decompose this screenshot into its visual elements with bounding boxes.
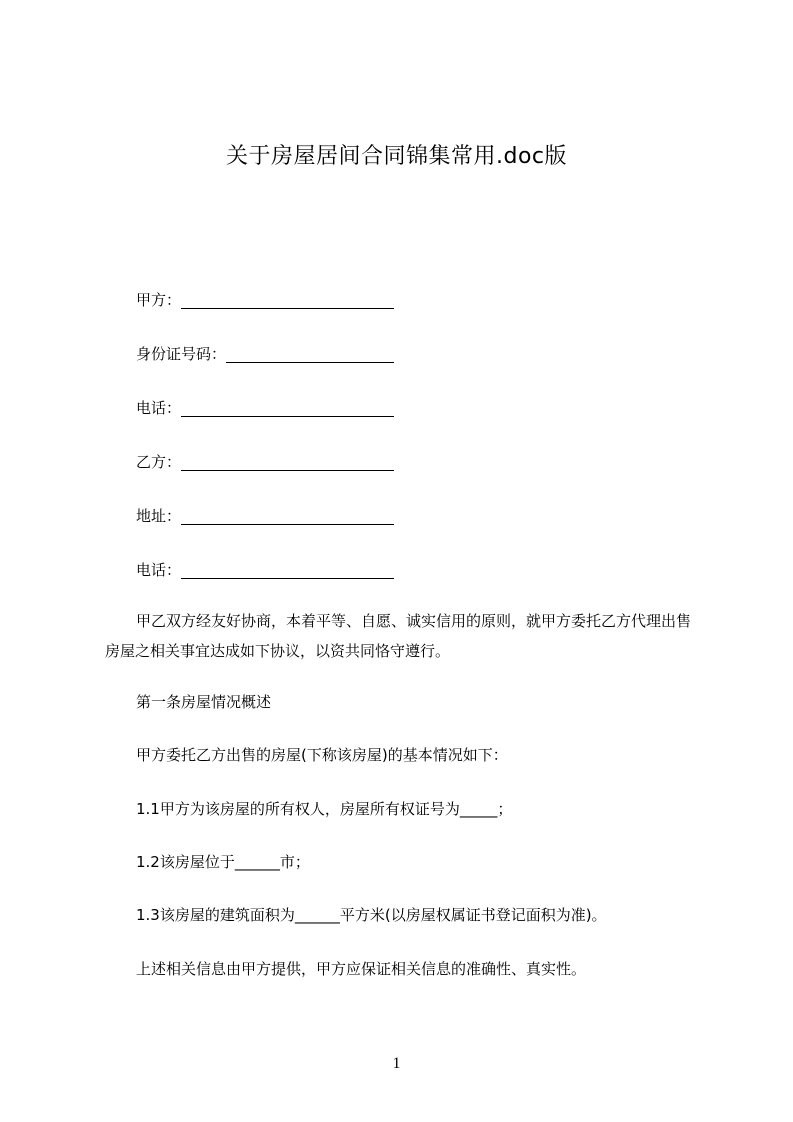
- clause-1-1: 1.1甲方为该房屋的所有权人，房屋所有权证号为_____；: [136, 800, 513, 818]
- address-label: 地址：: [136, 507, 182, 525]
- party-a-field: [136, 288, 394, 312]
- id-number-label: 身份证号码：: [136, 345, 227, 363]
- party-a-label: 甲方：: [136, 291, 182, 309]
- document-title: 关于房屋居间合同锦集常用.doc版: [225, 144, 567, 169]
- clause-1-3: 1.3该房屋的建筑面积为______平方米(以房屋权属证书登记面积为准)。: [136, 906, 607, 924]
- closing-statement: 上述相关信息由甲方提供，甲方应保证相关信息的准确性、真实性。: [136, 960, 587, 978]
- party-a-phone-label: 电话：: [136, 399, 182, 417]
- page-number: 1: [392, 1055, 401, 1072]
- party-b-label: 乙方：: [136, 453, 182, 471]
- article-1-intro: 甲方委托乙方出售的房屋(下称该房屋)的基本情况如下：: [136, 746, 508, 764]
- intro-paragraph: 甲乙双方经友好协商，本着平等、自愿、诚实信用的原则，就甲方委托乙方代理出售房屋之相关事宜达成如下协议，以资共同恪守遵行。: [105, 612, 692, 660]
- party-b-phone-label: 电话：: [136, 561, 182, 579]
- party-a-blank: [181, 290, 394, 309]
- id-number-blank: [226, 344, 394, 363]
- article-1-heading: 第一条房屋情况概述: [136, 693, 272, 711]
- clause-1-2: 1.2该房屋位于______市；: [136, 853, 310, 871]
- party-b-blank: [181, 452, 394, 471]
- id-number-field: [136, 342, 394, 366]
- party-b-phone-field: [136, 558, 394, 582]
- address-blank: [181, 506, 394, 525]
- address-field: [136, 504, 394, 528]
- party-b-phone-blank: [181, 560, 394, 579]
- party-a-phone-field: [136, 396, 394, 420]
- party-b-field: [136, 450, 394, 474]
- party-a-phone-blank: [181, 398, 394, 417]
